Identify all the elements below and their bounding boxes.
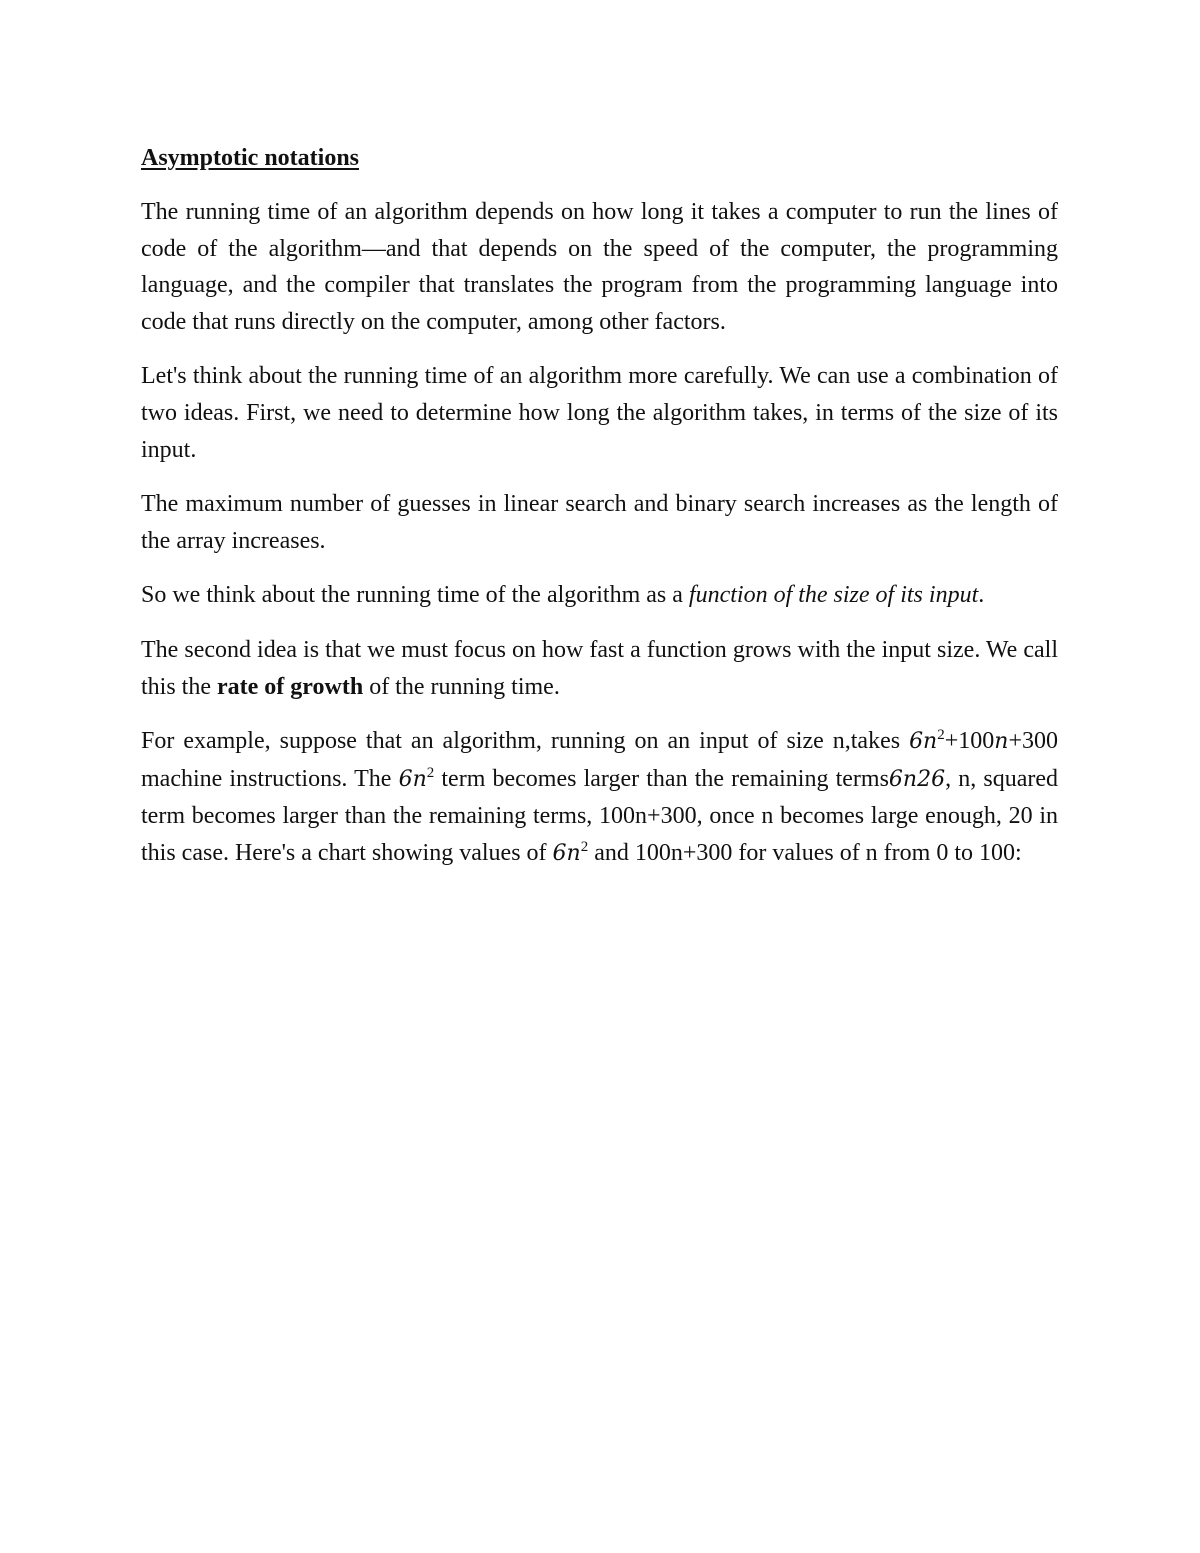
paragraph-two-ideas: Let's think about the running time of an algorithm more carefully. We can use a combination of two ideas. First, we need to determine how long the algorithm takes, in terms of the size of its input. bbox=[141, 363, 1058, 463]
text-segment: machine instructions. The bbox=[141, 765, 399, 792]
paragraph-function-of-input bbox=[141, 577, 1058, 614]
paragraph-max-guesses: The maximum number of guesses in linear search and binary search increases as the length of the array increases. bbox=[141, 491, 1058, 554]
math-term: 6n bbox=[552, 840, 581, 866]
math-exponent: 2 bbox=[580, 838, 589, 855]
text-segment: of the running time. bbox=[363, 673, 560, 700]
document-body bbox=[141, 140, 1058, 891]
math-variable: n bbox=[994, 729, 1009, 755]
math-term: 6n bbox=[909, 729, 938, 755]
paragraph-running-time: The running time of an algorithm depends on how long it takes a computer to run the lines of code of the algorithm—and that depends on the speed of the computer, the programming language, and the compiler that translates the program from the programming language into code that runs directly on the computer, among other factors. bbox=[141, 199, 1058, 335]
bold-phrase: rate of growth bbox=[217, 673, 364, 700]
math-term: 6n26 bbox=[888, 766, 946, 792]
math-term: +300 bbox=[1008, 728, 1058, 755]
text-segment: The second idea is that we must focus on how fast a function grows with the input size. We call this the bbox=[141, 636, 1058, 700]
text-segment: . bbox=[978, 582, 985, 609]
math-term: +100 bbox=[944, 728, 995, 755]
paragraph-example bbox=[141, 723, 1058, 872]
text-segment: , n, squared term becomes larger than the remaining terms, 100n+300, once n becomes large enough, 20 in this case. Here's a chart showing values of bbox=[141, 765, 1058, 866]
italic-phrase: function of the size of its input bbox=[688, 582, 979, 609]
page-title: Asymptotic notations bbox=[141, 145, 360, 171]
text-segment: term becomes larger than the remaining terms bbox=[434, 765, 889, 792]
text-segment: So we think about the running time of the algorithm as a bbox=[141, 582, 689, 609]
math-term: 6n bbox=[398, 766, 427, 792]
text-segment: For example, suppose that an algorithm, running on an input of size n,takes bbox=[141, 728, 910, 755]
paragraph-rate-of-growth bbox=[141, 632, 1058, 705]
text-segment: and 100n+300 for values of n from 0 to 100: bbox=[588, 839, 1022, 866]
math-exponent: 2 bbox=[426, 764, 435, 781]
math-exponent: 2 bbox=[937, 727, 945, 744]
